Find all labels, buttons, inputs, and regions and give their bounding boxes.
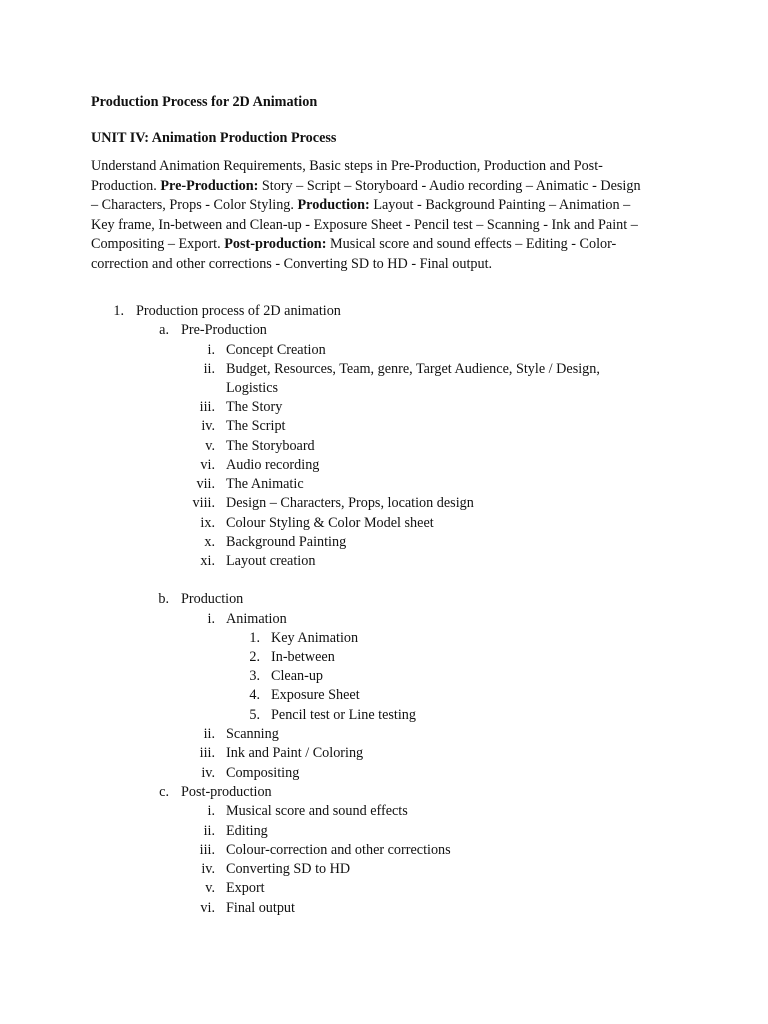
list-marker: ii. — [203, 361, 215, 377]
list-item: The Storyboard — [226, 438, 315, 454]
list-marker: 4. — [249, 687, 260, 703]
list-marker: iii. — [199, 745, 215, 761]
list-marker: v. — [205, 438, 215, 454]
list-marker: c. — [159, 784, 169, 800]
list-marker: vi. — [200, 457, 215, 473]
list-marker: 2. — [249, 649, 260, 665]
list-marker: xi. — [200, 553, 215, 569]
list-item-continuation: Logistics — [226, 380, 279, 396]
post-production-term: Post-production: — [224, 236, 327, 252]
list-item: Clean-up — [271, 668, 324, 684]
list-item: Colour Styling & Color Model sheet — [226, 515, 434, 531]
list-marker: vii. — [196, 476, 215, 492]
list-item: Design – Characters, Props, location design — [226, 495, 474, 511]
list-marker: iv. — [201, 418, 215, 434]
list-marker: 1. — [113, 303, 124, 319]
summary-text: Compositing – Export. — [91, 236, 225, 252]
list-marker: i. — [207, 611, 215, 627]
list-marker: ii. — [203, 823, 215, 839]
section-pre-production: Pre-Production — [181, 322, 267, 338]
list-marker: x. — [204, 534, 215, 550]
list-item: Concept Creation — [226, 342, 326, 358]
list-marker: ii. — [203, 726, 215, 742]
list-marker: ix. — [200, 515, 215, 531]
list-item: Converting SD to HD — [226, 861, 351, 877]
list-marker: iii. — [199, 399, 215, 415]
list-item: Editing — [226, 823, 268, 839]
list-item: Exposure Sheet — [271, 687, 360, 703]
list-item: Audio recording — [226, 457, 320, 473]
list-item: Export — [226, 880, 265, 896]
list-marker: a. — [159, 322, 169, 338]
summary-text: Layout - Background Painting – Animation – — [369, 197, 631, 213]
summary-line-5 — [91, 235, 683, 255]
document-title: Production Process for 2D Animation — [91, 94, 318, 110]
list-marker: v. — [205, 880, 215, 896]
production-term: Production: — [297, 197, 370, 213]
list-marker: 1. — [249, 630, 260, 646]
list-item: Musical score and sound effects — [226, 803, 408, 819]
summary-line-2 — [91, 177, 683, 197]
list-marker: i. — [207, 803, 215, 819]
summary-text: Musical score and sound effects – Editing - Color- — [326, 236, 617, 252]
list-marker: iii. — [199, 842, 215, 858]
list-item: Budget, Resources, Team, genre, Target Audience, Style / Design, — [226, 361, 600, 377]
pre-production-term: Pre-Production: — [160, 177, 259, 194]
list-item: The Story — [226, 399, 283, 415]
list-item: In-between — [271, 649, 335, 665]
list-marker: b. — [158, 591, 169, 607]
list-item: Layout creation — [226, 553, 316, 569]
list-item: The Animatic — [226, 476, 304, 492]
list-item: Colour-correction and other corrections — [226, 842, 451, 858]
unit-heading: UNIT IV: Animation Production Process — [91, 130, 337, 146]
list-marker: viii. — [192, 495, 215, 511]
list-item-animation: Animation — [226, 611, 287, 627]
list-marker: 5. — [249, 707, 260, 723]
list-item: Scanning — [226, 726, 279, 742]
list-marker: iv. — [201, 861, 215, 877]
summary-paragraph — [91, 157, 683, 274]
list-item: The Script — [226, 418, 286, 434]
list-marker: 3. — [249, 668, 260, 684]
summary-line-4: Key frame, In-between and Clean-up - Exposure Sheet - Pencil test – Scanning - Ink and Paint – — [91, 216, 638, 233]
list-item: Background Painting — [226, 534, 347, 550]
list-marker: iv. — [201, 765, 215, 781]
list-item: Pencil test or Line testing — [271, 707, 416, 723]
summary-text: – Characters, Props - Color Styling. — [91, 197, 298, 213]
summary-text: Story – Script – Storyboard - Audio recording – Animatic - Design — [258, 177, 641, 194]
list-item: Compositing — [226, 765, 300, 781]
summary-text: Production. — [91, 177, 161, 194]
list-item: Key Animation — [271, 630, 359, 646]
list-marker: i. — [207, 342, 215, 358]
section-post-production: Post-production — [181, 784, 272, 800]
summary-line-1: Understand Animation Requirements, Basic steps in Pre-Production, Production and Post- — [91, 158, 603, 174]
outline-item-1: Production process of 2D animation — [136, 303, 341, 319]
list-marker: vi. — [200, 900, 215, 916]
list-item: Final output — [226, 900, 295, 916]
summary-line-6: correction and other corrections - Converting SD to HD - Final output. — [91, 255, 493, 272]
summary-line-3 — [91, 196, 683, 216]
list-item: Ink and Paint / Coloring — [226, 745, 364, 761]
section-production: Production — [181, 591, 244, 607]
